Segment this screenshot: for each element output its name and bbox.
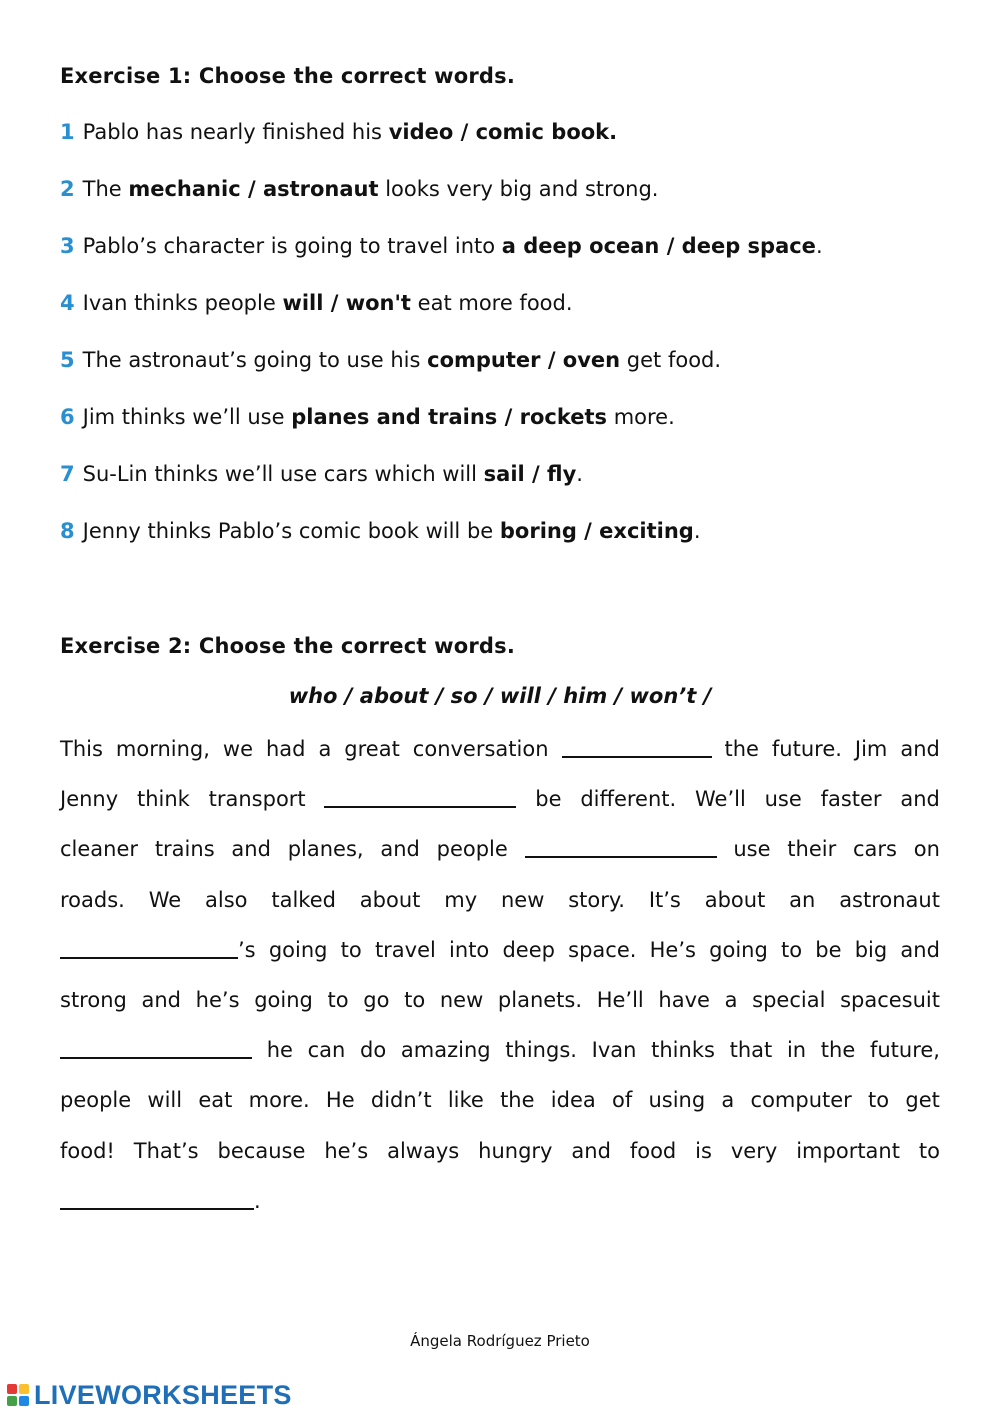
paragraph-word: of: [611, 1088, 633, 1113]
paragraph-word: more.: [248, 1088, 310, 1113]
brand-footer[interactable]: [6, 1380, 292, 1410]
paragraph-word: Jim: [854, 737, 888, 761]
paragraph-word: people: [436, 837, 508, 862]
blank-5-group: [60, 1035, 252, 1065]
exercise-1-item: [60, 291, 573, 315]
paragraph-word: space.: [568, 937, 637, 962]
paragraph-word: he’s: [324, 1138, 369, 1163]
paragraph-word: to: [918, 1138, 940, 1163]
paragraph-word: eat: [198, 1088, 233, 1113]
paragraph-word: about: [704, 887, 766, 912]
author-credit: Ángela Rodríguez Prieto: [410, 1332, 590, 1350]
paragraph-word: great: [344, 737, 400, 761]
item-number: 4: [60, 291, 75, 315]
paragraph-word: use: [733, 837, 771, 862]
paragraph-word: into: [449, 937, 490, 962]
paragraph-line: [60, 784, 940, 814]
paragraph-word: and: [380, 837, 420, 862]
paragraph-word: and: [231, 837, 271, 862]
paragraph-word: always: [387, 1138, 460, 1163]
logo-block-1: [7, 1384, 17, 1394]
paragraph-word: also: [205, 887, 248, 912]
paragraph-word: computer: [750, 1088, 852, 1113]
sentence-text: Pablo has nearly finished his: [82, 120, 389, 144]
paragraph-word: spacesuit: [840, 988, 940, 1012]
paragraph-word: planets.: [497, 988, 583, 1012]
paragraph-word: because: [217, 1138, 306, 1163]
sentence-text: looks very big and strong.: [378, 177, 659, 201]
blank-suffix: ’s: [238, 937, 256, 962]
paragraph-word: food!: [60, 1138, 115, 1163]
sentence-text: Jenny thinks Pablo’s comic book will be: [82, 519, 500, 543]
paragraph-word: future,: [869, 1038, 940, 1063]
paragraph-word: cleaner: [60, 837, 139, 862]
blank-3-group: [525, 834, 717, 864]
paragraph-line: [60, 1136, 940, 1166]
paragraph-line: [60, 885, 940, 915]
item-number: 3: [60, 234, 75, 258]
paragraph-line: [60, 1085, 940, 1115]
exercise-1-item: [60, 348, 721, 372]
paragraph-word: do: [360, 1038, 387, 1063]
paragraph-word: will: [147, 1088, 183, 1113]
paragraph-word: like: [447, 1088, 484, 1113]
item-number: 1: [60, 120, 75, 144]
paragraph-word: my: [444, 887, 478, 912]
paragraph-word: that: [729, 1038, 773, 1063]
word-choice[interactable]: boring / exciting: [499, 519, 694, 543]
item-number: 5: [60, 348, 75, 372]
paragraph-word: about: [359, 887, 421, 912]
word-choice[interactable]: will / won't: [282, 291, 411, 315]
item-number: 2: [60, 177, 75, 201]
paragraph-word: a: [318, 737, 332, 761]
sentence-text: .: [815, 234, 823, 258]
paragraph-word: food: [629, 1138, 677, 1163]
sentence-text: more.: [607, 405, 675, 429]
exercise-1-item: [60, 405, 675, 429]
paragraph-word: go: [363, 988, 390, 1012]
blank-2-group: [324, 784, 516, 814]
paragraph-word: the: [500, 1088, 535, 1113]
paragraph-word: big: [854, 937, 888, 962]
paragraph-word: and: [900, 787, 940, 812]
paragraph-word: in: [786, 1038, 807, 1063]
paragraph-word: story.: [568, 887, 625, 912]
paragraph-word: be: [535, 787, 562, 812]
paragraph-word: talked: [271, 887, 336, 912]
item-number: 8: [60, 519, 75, 543]
paragraph-word: think: [136, 787, 190, 812]
blank-4-group: [60, 935, 256, 965]
paragraph-word: trains: [154, 837, 215, 862]
paragraph-word: He: [325, 1088, 355, 1113]
paragraph-word: he: [266, 1038, 293, 1063]
paragraph-word: people: [60, 1088, 132, 1113]
paragraph-word: very: [730, 1138, 778, 1163]
sentence-text: The: [82, 177, 129, 201]
answer-blank[interactable]: [324, 786, 516, 808]
answer-blank[interactable]: [60, 1188, 254, 1210]
sentence-text: get food.: [620, 348, 722, 372]
paragraph-word: and: [900, 937, 940, 962]
paragraph-word: thinks: [651, 1038, 715, 1063]
exercise-1-item: [60, 519, 701, 543]
paragraph-word: He’ll: [596, 988, 644, 1012]
word-choice[interactable]: video / comic book.: [388, 120, 618, 144]
paragraph-word: planes,: [287, 837, 364, 862]
paragraph-word: important: [796, 1138, 900, 1163]
paragraph-word: things.: [505, 1038, 577, 1063]
paragraph-word: a: [721, 1088, 735, 1113]
paragraph-word: transport: [208, 787, 306, 812]
paragraph-word: to: [868, 1088, 890, 1113]
paragraph-word: He’s: [649, 937, 696, 962]
paragraph-word: Ivan: [591, 1038, 637, 1063]
sentence-text: The astronaut’s going to use his: [82, 348, 428, 372]
paragraph-word: on: [913, 837, 940, 862]
paragraph-word: the: [724, 737, 759, 761]
sentence-text: Su-Lin thinks we’ll use cars which will: [82, 462, 484, 486]
exercise-1-item: [60, 177, 658, 201]
paragraph-word: hungry: [478, 1138, 553, 1163]
paragraph-word: a: [724, 988, 738, 1012]
logo-block-3: [7, 1396, 17, 1406]
answer-blank[interactable]: [60, 937, 238, 959]
paragraph-word: going: [268, 937, 328, 962]
paragraph-line: [60, 1035, 940, 1065]
paragraph-word: different.: [580, 787, 677, 812]
paragraph-word: cars: [852, 837, 897, 862]
answer-blank[interactable]: [562, 736, 712, 758]
paragraph-line: [60, 734, 940, 764]
paragraph-word: to: [780, 937, 803, 962]
word-choice[interactable]: planes and trains / rockets: [291, 405, 608, 429]
blank-6-group: [60, 1186, 261, 1216]
paragraph-word: be: [815, 937, 842, 962]
paragraph-word: their: [787, 837, 837, 862]
paragraph-word: to: [327, 988, 349, 1012]
paragraph-word: It’s: [648, 887, 681, 912]
item-number: 6: [60, 405, 75, 429]
paragraph-word: Jenny: [60, 787, 119, 812]
sentence-text: eat more food.: [410, 291, 573, 315]
paragraph-line: [60, 1186, 940, 1216]
liveworksheets-logo-icon: [6, 1383, 30, 1407]
paragraph-word: and: [141, 988, 182, 1012]
word-choice[interactable]: a deep ocean / deep space: [501, 234, 816, 258]
paragraph-word: deep: [502, 937, 555, 962]
paragraph-word: didn’t: [370, 1088, 432, 1113]
paragraph-word: to: [404, 988, 426, 1012]
paragraph-word: conversation: [412, 737, 549, 761]
paragraph-word: and: [900, 737, 940, 761]
paragraph-word: future.: [771, 737, 842, 761]
exercise-1-heading: Exercise 1: Choose the correct words.: [60, 64, 516, 88]
paragraph-word: That’s: [133, 1138, 199, 1163]
blank-suffix: .: [254, 1188, 261, 1213]
paragraph-word: we: [222, 737, 253, 761]
word-choice[interactable]: sail / fly: [483, 462, 577, 486]
sentence-text: Ivan thinks people: [82, 291, 283, 315]
word-choice[interactable]: computer / oven: [427, 348, 621, 372]
paragraph-word: have: [658, 988, 710, 1012]
paragraph-word: This: [60, 737, 103, 761]
sentence-text: .: [693, 519, 701, 543]
item-number: 7: [60, 462, 75, 486]
paragraph-line: [60, 985, 940, 1015]
paragraph-word: he’s: [195, 988, 240, 1012]
paragraph-word: special: [752, 988, 826, 1012]
exercise-1-item: [60, 120, 617, 144]
sentence-text: .: [576, 462, 583, 486]
logo-block-4: [19, 1396, 29, 1406]
paragraph-word: had: [265, 737, 306, 761]
word-bank: who / about / so / will / him / won’t /: [288, 684, 712, 708]
exercise-1-item: [60, 234, 823, 258]
paragraph-word: new: [439, 988, 484, 1012]
sentence-text: Jim thinks we’ll use: [82, 405, 292, 429]
word-choice[interactable]: mechanic / astronaut: [128, 177, 379, 201]
paragraph-word: going: [709, 937, 768, 962]
paragraph-word: get: [905, 1088, 940, 1113]
logo-block-2: [19, 1384, 29, 1394]
paragraph-word: the: [820, 1038, 856, 1063]
sentence-text: Pablo’s character is going to travel into: [82, 234, 502, 258]
paragraph-word: astronaut: [839, 887, 940, 912]
paragraph-word: idea: [550, 1088, 596, 1113]
paragraph-word: faster: [820, 787, 882, 812]
paragraph-line: [60, 834, 940, 864]
exercise-1-item: [60, 462, 583, 486]
paragraph-word: new: [500, 887, 545, 912]
paragraph-word: to: [340, 937, 362, 962]
paragraph-word: roads.: [60, 887, 125, 912]
paragraph-word: is: [695, 1138, 712, 1163]
paragraph-line: [60, 935, 940, 965]
paragraph-word: We’ll: [694, 787, 746, 812]
brand-name: LIVEWORKSHEETS: [34, 1379, 292, 1410]
paragraph-word: use: [764, 787, 802, 812]
paragraph-word: an: [789, 887, 816, 912]
blank-1-group: [562, 734, 712, 764]
paragraph-word: amazing: [400, 1038, 491, 1063]
answer-blank[interactable]: [525, 836, 717, 858]
paragraph-word: using: [648, 1088, 706, 1113]
answer-blank[interactable]: [60, 1037, 252, 1059]
paragraph-word: travel: [374, 937, 436, 962]
paragraph-word: and: [571, 1138, 611, 1163]
paragraph-word: We: [148, 887, 182, 912]
paragraph-word: can: [307, 1038, 346, 1063]
exercise-2-heading: Exercise 2: Choose the correct words.: [60, 634, 516, 658]
paragraph-word: strong: [60, 988, 127, 1012]
paragraph-word: morning,: [115, 737, 210, 761]
paragraph-word: going: [254, 988, 313, 1012]
